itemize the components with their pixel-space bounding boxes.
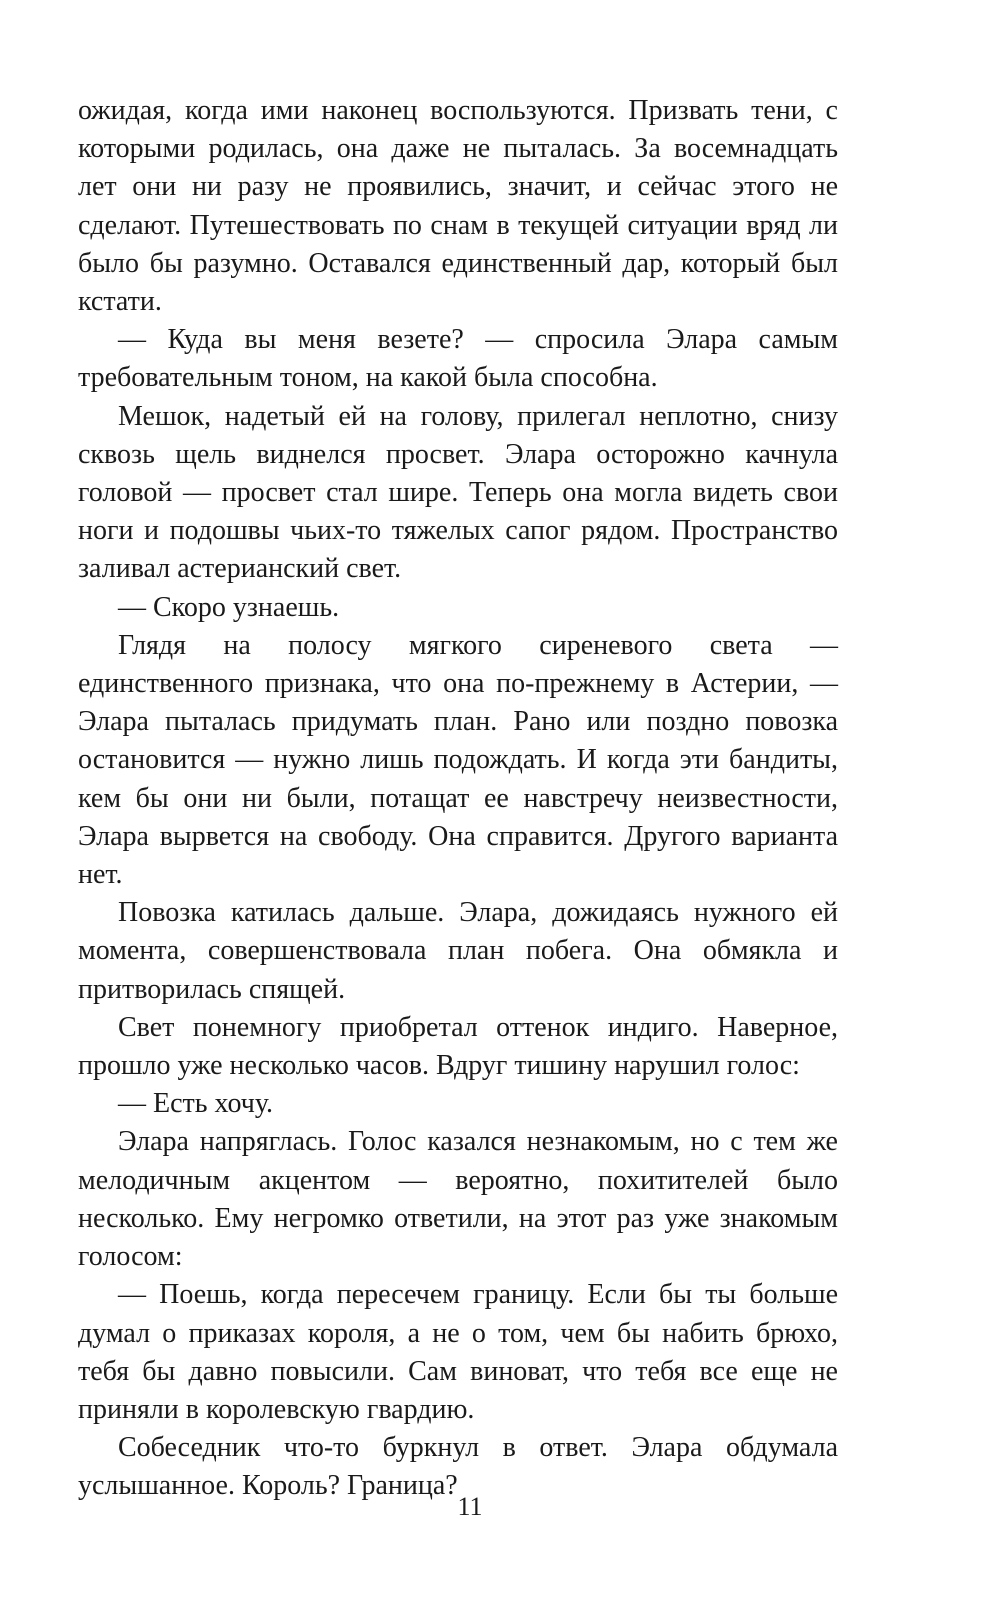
dialogue-line: — Скоро узнаешь. <box>118 591 340 623</box>
paragraph: Элара напряглась. Голос казался незнакомым, но с тем же мелодичным акцентом — вероятно, похитителей было несколько. Ему негромко ответили, на этот раз уже знакомым голосом: <box>78 1126 838 1273</box>
paragraph: Собеседник что-то буркнул в ответ. Элара обдумала услышанное. Король? Граница? <box>78 1432 838 1502</box>
paragraph: Повозка катилась дальше. Элара, дожидаясь нужного ей момента, совершенствовала план побега. Она обмякла и притворилась спящей. <box>78 897 838 1005</box>
paragraph: Глядя на полосу мягкого сиреневого света — единственного признака, что она по-прежнему в Астерии, — Элара пыталась придумать план. Рано или поздно повозка остановится — нужно лишь подождать. И когда эти бандиты, кем бы они ни были, потащат ее навстречу неизвестности, Элара вырвется на свободу. Она справится. Другого варианта нет. <box>78 629 838 891</box>
body-text <box>78 92 838 1506</box>
paragraph: Свет понемногу приобретал оттенок индиго. Наверное, прошло уже несколько часов. Вдруг тишину нарушил голос: <box>78 1011 838 1082</box>
paragraph-continued: ожидая, когда ими наконец воспользуются. Призвать тени, с которыми родилась, она даже не пыталась. За восемнадцать лет они ни разу не проявились, значит, и сейчас этого не сделают. Путешествовать по снам в текущей ситуации вряд ли было бы разумно. Оставался единственный дар, который был кстати. <box>78 95 838 318</box>
dialogue-line: — Есть хочу. <box>118 1088 274 1120</box>
dialogue-line: — Поешь, когда пересечем границу. Если бы ты больше думал о приказах короля, а не о том, чем бы набить брюхо, тебя бы давно повысили. Сам виноват, что тебя все еще не приняли в королевскую гвардию. <box>78 1279 838 1425</box>
dialogue-line: — Куда вы меня везете? — спросила Элара самым требовательным тоном, на какой была способна. <box>78 324 838 394</box>
paragraph: Мешок, надетый ей на голову, прилегал неплотно, снизу сквозь щель виднелся просвет. Элара осторожно качнула головой — просвет стал шире. Теперь она могла видеть свои ноги и подошвы чьих-то тяжелых сапог рядом. Пространство заливал астерианский свет. <box>78 400 838 585</box>
page-number: 11 <box>457 1492 483 1521</box>
